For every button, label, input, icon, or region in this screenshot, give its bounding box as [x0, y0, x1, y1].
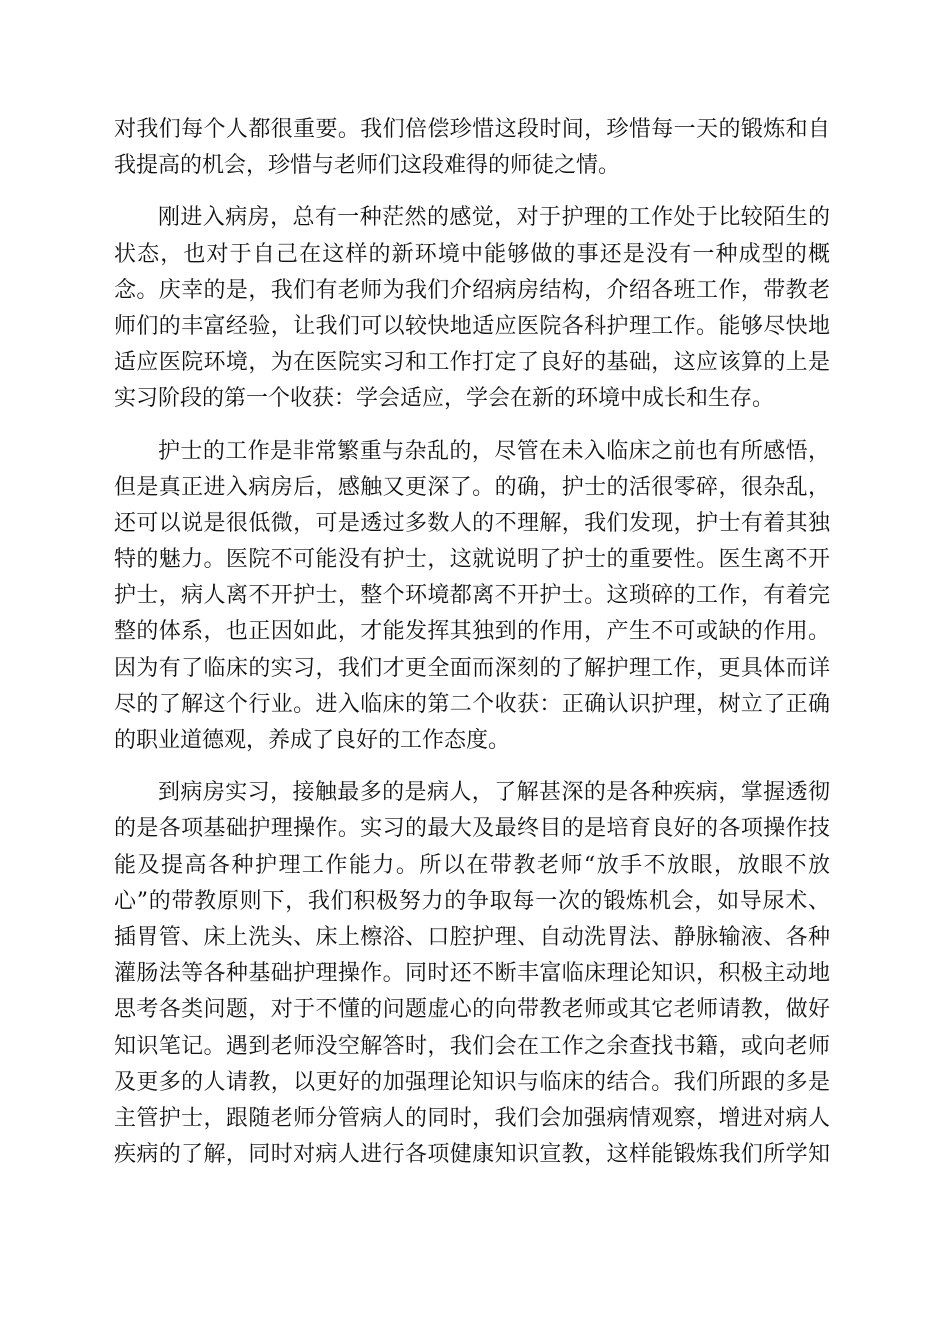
text-line: 我提高的机会，珍惜与老师们这段难得的师徒之情。 — [114, 153, 621, 179]
text-line: 到病房实习，接触最多的是病人，了解甚深的是各种疾病，掌握透彻 — [158, 780, 830, 806]
text-line: 整的体系，也正因如此，才能发挥其独到的作用，产生不可或缺的作用。 — [114, 619, 830, 645]
text-line: 因为有了临床的实习，我们才更全面而深刻的了解护理工作，更具体而详 — [114, 655, 830, 681]
text-line: 对我们每个人都很重要。我们倍偿珍惜这段时间，珍惜每一天的锻炼和自 — [114, 117, 830, 142]
text-line: 的职业道德观，养成了良好的工作态度。 — [114, 728, 511, 753]
text-line: 插胃管、床上洗头、床上檫浴、口腔护理、自动洗胃法、静脉输液、各种 — [114, 924, 830, 950]
text-line: 念。庆幸的是，我们有老师为我们介绍病房结构，介绍各班工作，带教老 — [114, 277, 830, 303]
text-line: 特的魅力。医院不可能没有护士，这就说明了护士的重要性。医生离不开 — [114, 547, 830, 573]
paragraph-2 — [114, 200, 830, 417]
text-line: 师们的丰富经验，让我们可以较快地适应医院各科护理工作。能够尽快地 — [114, 313, 830, 339]
text-line: 护士的工作是非常繁重与杂乱的，尽管在未入临床之前也有所感悟， — [158, 438, 830, 464]
paragraph-1 — [114, 112, 830, 184]
text-line: 灌肠法等各种基础护理操作。同时还不断丰富临床理论知识，积极主动地 — [114, 961, 830, 987]
text-line: 刚进入病房，总有一种茫然的感觉，对于护理的工作处于比较陌生的 — [158, 205, 830, 231]
text-line: 还可以说是很低微，可是透过多数人的不理解，我们发现，护士有着其独 — [114, 510, 830, 536]
text-line: 尽的了解这个行业。进入临床的第二个收获：正确认识护理，树立了正确 — [114, 691, 830, 717]
text-line: 思考各类问题，对于不懂的问题虚心的向带教老师或其它老师请教，做好 — [114, 997, 830, 1023]
text-line: 实习阶段的第一个收获：学会适应，学会在新的环境中成长和生存。 — [114, 386, 775, 412]
text-line: 的是各项基础护理操作。实习的最大及最终目的是培育良好的各项操作技 — [114, 816, 830, 842]
text-line: 状态，也对于自己在这样的新环境中能够做的事还是没有一种成型的概 — [114, 241, 830, 267]
text-line: 心”的带教原则下，我们积极努力的争取每一次的锻炼机会，如导尿术、 — [114, 888, 830, 914]
text-line: 疾病的了解，同时对病人进行各项健康知识宣教，这样能锻炼我们所学知 — [114, 1142, 830, 1168]
text-line: 但是真正进入病房后，感触又更深了。的确，护士的活很零碎，很杂乱， — [114, 474, 830, 500]
text-line: 及更多的人请教，以更好的加强理论知识与临床的结合。我们所跟的多是 — [114, 1069, 830, 1095]
text-line: 主管护士，跟随老师分管病人的同时，我们会加强病情观察，增进对病人 — [114, 1105, 830, 1131]
text-line: 护士，病人离不开护士，整个环境都离不开护士。这琐碎的工作，有着完 — [114, 583, 830, 609]
text-line: 适应医院环境，为在医院实习和工作打定了良好的基础，这应该算的上是 — [114, 350, 830, 376]
paragraph-3 — [114, 434, 830, 760]
text-line: 知识笔记。遇到老师没空解答时，我们会在工作之余查找书籍，或向老师 — [114, 1033, 830, 1059]
document-body — [114, 112, 830, 1189]
text-line: 能及提高各种护理工作能力。所以在带教老师“放手不放眼，放眼不放 — [114, 852, 830, 878]
paragraph-4 — [114, 775, 830, 1173]
